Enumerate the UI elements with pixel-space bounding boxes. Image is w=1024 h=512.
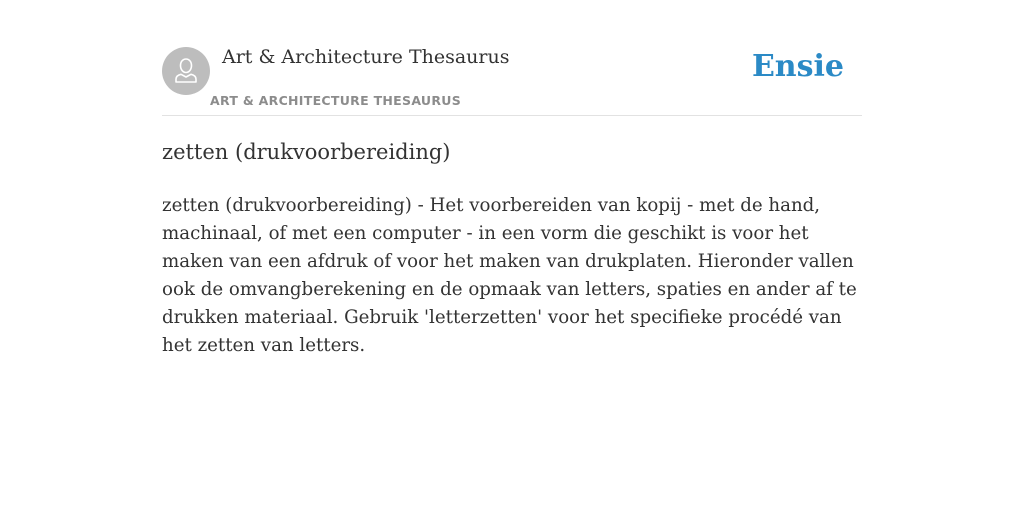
card-header: [162, 0, 862, 116]
author-avatar[interactable]: [162, 47, 210, 95]
user-silhouette-icon: [162, 47, 210, 95]
definition-card: [162, 0, 862, 356]
page-title: zetten (drukvoorbereiding): [162, 140, 451, 164]
author-name[interactable]: Art & Architecture Thesaurus: [222, 46, 510, 68]
ensie-logo[interactable]: Ensie: [751, 49, 844, 84]
category-label[interactable]: ART & ARCHITECTURE THESAURUS: [210, 93, 462, 108]
definition-text: zetten (drukvoorbereiding) - Het voorbereiden van kopij - met de hand, machinaal, of met een computer - in een vorm die geschikt is voor het maken van een afdruk of voor het maken van drukplaten. Hieronder vallen ook de omvangberekening en de opmaak van letters, spaties en ander af te drukken materiaal. Gebruik 'letterzetten' voor het specifieke procédé van het zetten van letters.: [162, 195, 857, 356]
